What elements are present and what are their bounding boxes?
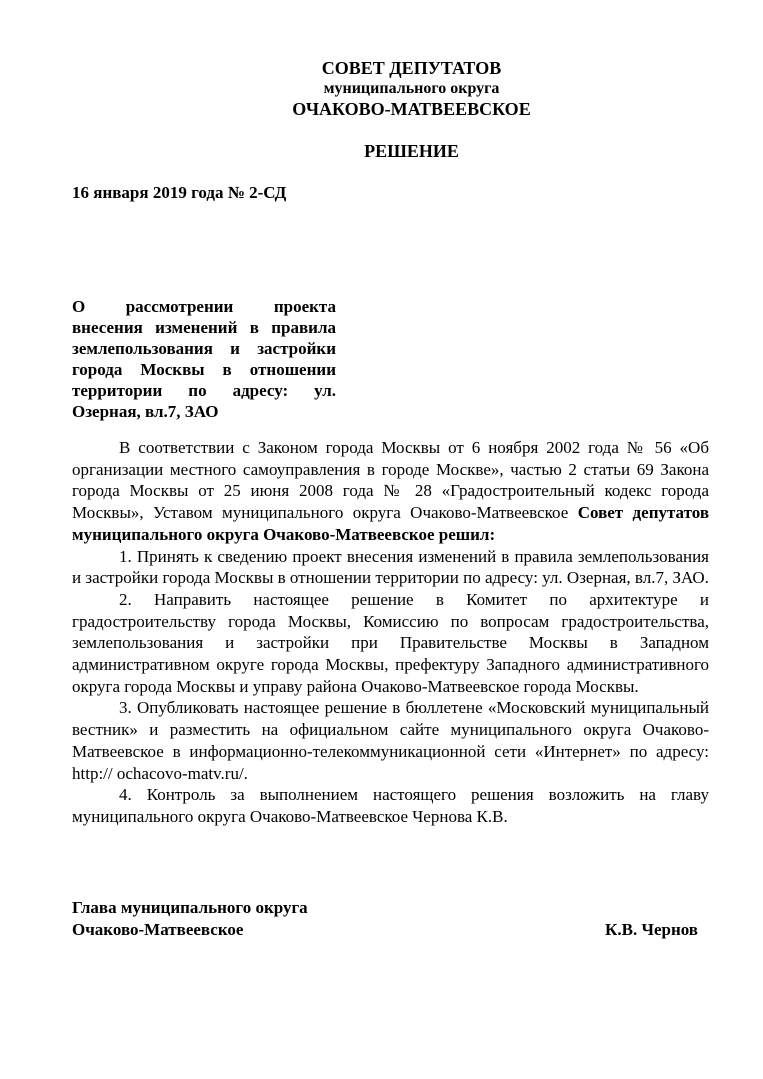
signature-title-line1: Глава муниципального округа [72,898,308,917]
district-name: ОЧАКОВО-МАТВЕЕВСКОЕ [292,99,531,119]
document-type: РЕШЕНИЕ [364,141,459,161]
council-title: СОВЕТ ДЕПУТАТОВ [321,58,502,78]
decision-subject: О рассмотрении проекта внесения изменений в правила землепользования и застройки города Москвы в отношении территории по адресу: ул. Озерная, вл.7, ЗАО [72,297,336,421]
signature-title-line2: Очаково-Матвеевское [72,920,244,939]
decision-item-1: 1. Принять к сведению проект внесения изменений в правила землепользования и застройки города Москвы в отношении территории по адресу: ул. Озерная, вл.7, ЗАО. [72,546,709,588]
signature-block [72,897,698,941]
decision-item-4: 4. Контроль за выполнением настоящего решения возложить на главу муниципального округа Очаково-Матвеевское Чернова К.В. [72,785,709,826]
signatory-name: К.В. Чернов [605,920,698,939]
decision-body [72,437,709,828]
decision-item-3: 3. Опубликовать настоящее решение в бюллетене «Московский муниципальный вестник» и разместить на официальном сайте муниципального округа Очаково-Матвеевское в информационно-телекоммуникационной сети «Интернет» по адресу: http:// ochacovo-matv.ru/. [72,698,709,783]
district-type: муниципального округа [323,80,500,97]
preamble-resolution: Совет депутатов муниципального округа Очаково-Матвеевское решил: [72,503,709,544]
preamble-text: В соответствии с Законом города Москвы от 6 ноября 2002 года № 56 «Об организации местного самоуправления в городе Москве», частью 2 статьи 69 Закона города Москвы от 25 июня 2008 года № 28 «Градостроительный кодекс города Москвы», Уставом муниципального округа Очаково-Матвеевское [72,438,709,523]
preamble [72,437,709,546]
signature-row [72,919,698,941]
decision-date-number: 16 января 2019 года № 2-СД [72,183,287,202]
decision-item-2: 2. Направить настоящее решение в Комитет по архитектуре и градостроительству города Москвы, Комиссию по вопросам градостроительства, землепользования и застройки при Правительстве Москвы в Западном административном округе города Москвы, префектуру Западного административного округа города Москвы и управу района Очаково-Матвеевское города Москвы. [72,589,709,696]
